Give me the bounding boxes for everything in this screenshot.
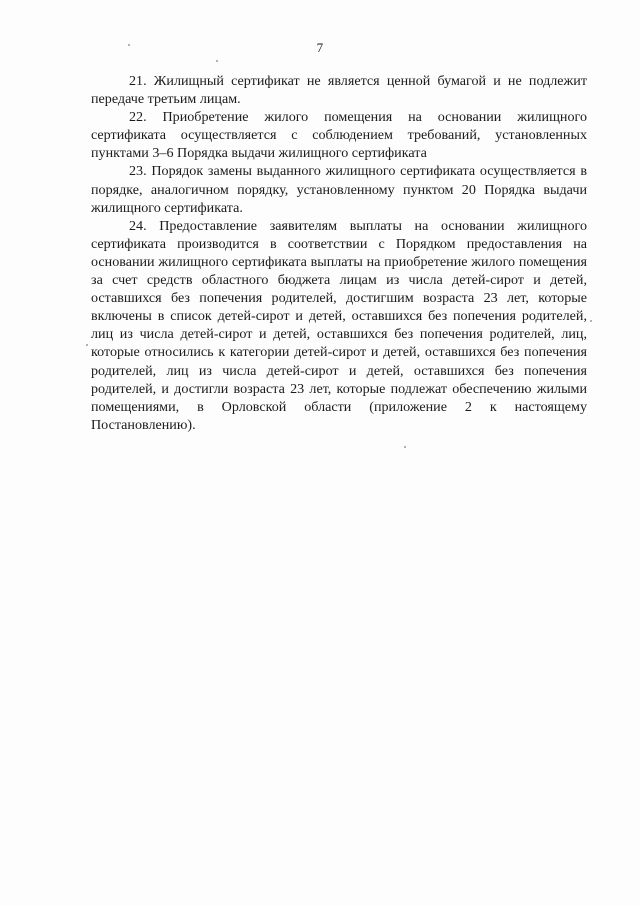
scan-speck (404, 446, 406, 448)
paragraph-22: 22. Приобретение жилого помещения на основании жилищного сертификата осуществляется с соблюдением требований, установленных пунктами 3–6 Порядка выдачи жилищного сертификата (91, 109, 587, 162)
document-body (91, 72, 587, 434)
scan-speck (216, 60, 218, 62)
paragraph-21: 21. Жилищный сертификат не является ценной бумагой и не подлежит передаче третьим лицам. (91, 73, 587, 108)
scan-speck (128, 44, 130, 46)
scan-speck (590, 320, 592, 322)
paragraph-24: 24. Предоставление заявителям выплаты на основании жилищного сертификата производится в соответствии с Порядком предоставления на основании жилищного сертификата выплаты на приобретение жилого помещения за счет средств областного бюджета лицам из числа детей-сирот и детей, оставшихся без попечения родителей, достигшим возраста 23 лет, которые включены в список детей-сирот и детей, оставшихся без попечения родителей, лиц из числа детей-сирот и детей, оставшихся без попечения родителей, лиц, которые относились к категории детей-сирот и детей, оставшихся без попечения родителей, лиц из числа детей-сирот и детей, оставшихся без попечения родителей, и достигли возраста 23 лет, которые подлежат обеспечению жилыми помещениями, в Орловской области (приложение 2 к настоящему Постановлению). (91, 217, 587, 433)
page-number: 7 (316, 40, 324, 55)
scan-speck (86, 344, 88, 346)
paragraph-23: 23. Порядок замены выданного жилищного сертификата осуществляется в порядке, аналогичном порядку, установленному пунктом 20 Порядка выдачи жилищного сертификата. (91, 163, 587, 216)
